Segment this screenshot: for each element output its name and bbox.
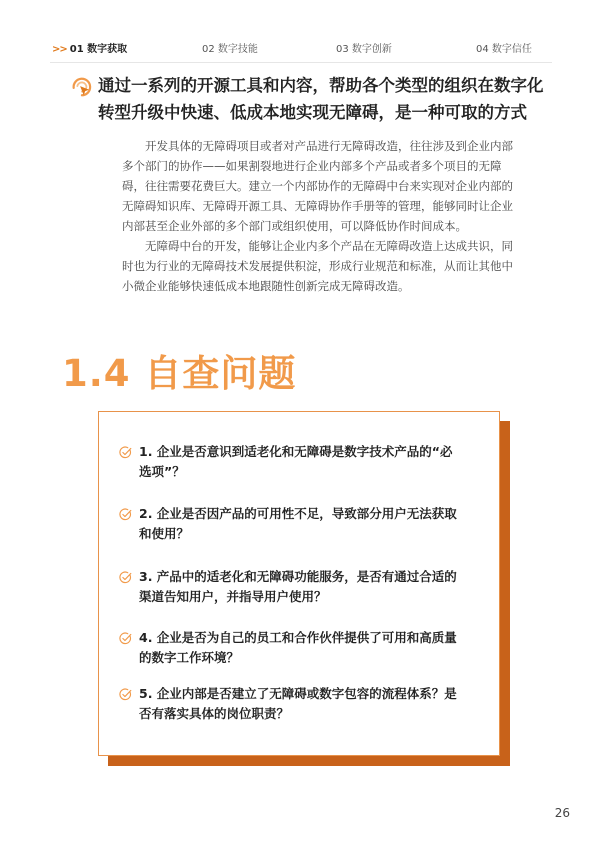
paragraph-2: 无障碍中台的开发，能够让企业内多个产品在无障碍改造上达成共识，同时也为行业的无障碍技术发展提供积淀，形成行业规范和标准，从而让其他中小微企业能够快速低成本地跟随性创新完成无障碍改造。	[122, 239, 513, 293]
check-circle-icon	[119, 508, 132, 521]
check-circle-icon	[119, 571, 132, 584]
nav-item-digital-innovation[interactable]: 03 数字创新	[336, 44, 392, 55]
chapter-nav	[0, 40, 600, 56]
nav-item-digital-access[interactable]: >> 01 数字获取	[52, 44, 128, 55]
heading-line-1: 通过一系列的开源工具和内容，帮助各个类型的组织在数字化	[98, 76, 544, 95]
cursor-click-icon	[70, 76, 92, 98]
question-card	[98, 411, 500, 756]
paragraph-1: 开发具体的无障碍项目或者对产品进行无障碍改造，往往涉及到企业内部多个部门的协作——如果割裂地进行企业内部多个产品或者多个项目的无障碍，往往需要花费巨大。建立一个内部协作的无障碍中台来实现对企业内部的无障碍知识库、无障碍开源工具、无障碍协作手册等的管理，能够同时让企业内部甚至企业外部的多个部门或组织使用，可以降低协作时间成本。	[122, 139, 513, 233]
question-text: 5. 企业内部是否建立了无障碍或数字包容的流程体系？是否有落实具体的岗位职责？	[139, 686, 457, 721]
nav-item-digital-skills[interactable]: 02 数字技能	[202, 44, 258, 55]
question-item-4	[119, 628, 464, 668]
nav-item-digital-trust[interactable]: 04 数字信任	[476, 44, 532, 55]
section-heading	[70, 72, 560, 126]
nav-divider	[50, 62, 552, 63]
question-item-3	[119, 567, 464, 607]
section-title: 1.4 自查问题	[62, 352, 297, 395]
check-circle-icon	[119, 632, 132, 645]
question-text: 2. 企业是否因产品的可用性不足，导致部分用户无法获取和使用？	[139, 506, 457, 541]
question-text: 3. 产品中的适老化和无障碍功能服务，是否有通过合适的渠道告知用户，并指导用户使用？	[139, 569, 457, 604]
question-text: 1. 企业是否意识到适老化和无障碍是数字技术产品的“必选项”？	[139, 444, 453, 479]
question-item-5	[119, 684, 464, 724]
double-chevron-icon: >>	[52, 44, 67, 55]
check-circle-icon	[119, 446, 132, 459]
question-item-2	[119, 504, 464, 544]
heading-text	[98, 72, 560, 126]
page-number: 26	[554, 806, 570, 820]
heading-line-2: 转型升级中快速、低成本地实现无障碍，是一种可取的方式	[98, 103, 527, 122]
question-item-1	[119, 442, 464, 482]
check-circle-icon	[119, 688, 132, 701]
question-text: 4. 企业是否为自己的员工和合作伙伴提供了可用和高质量的数字工作环境？	[139, 630, 457, 665]
